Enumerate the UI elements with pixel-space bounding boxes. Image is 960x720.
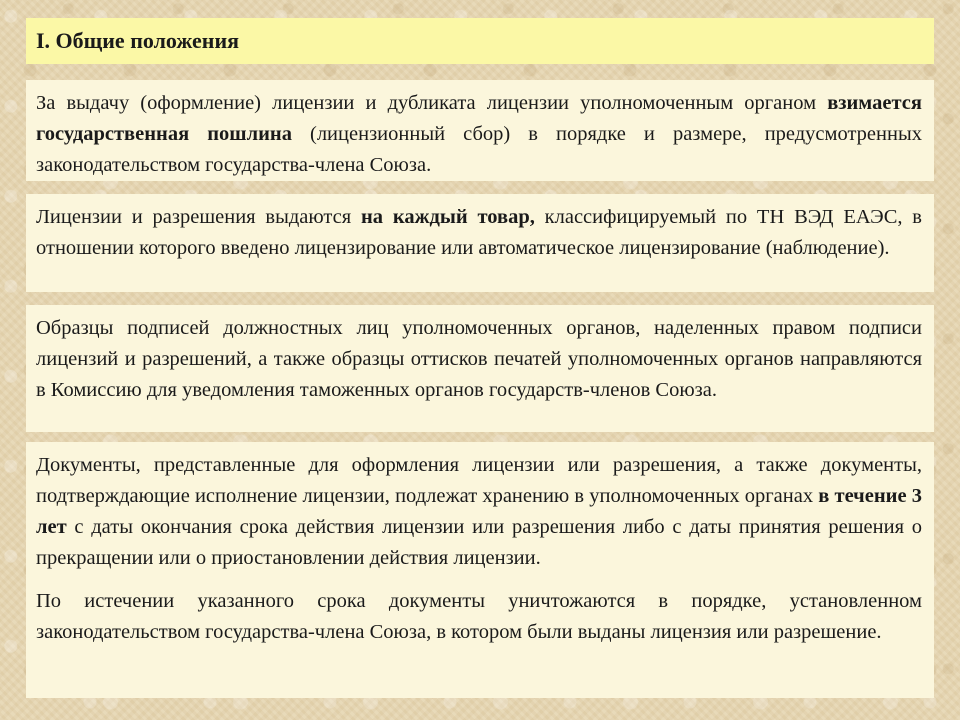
bold-text-run: взимается государственная пошлина xyxy=(36,92,922,145)
paragraph xyxy=(36,450,922,574)
text-run: (лицензионный сбор) в порядке и размере, предусмотренных законодательством государства-члена Союза. xyxy=(36,123,922,176)
text-run: Лицензии и разрешения выдаются xyxy=(36,206,361,228)
paragraph xyxy=(36,202,922,264)
paragraph: По истечении указанного срока документы уничтожаются в порядке, установленном законодательством государства-члена Союза, в котором были выданы лицензия или разрешение. xyxy=(36,590,922,643)
text-run: Документы, представленные для оформления лицензии или разрешения, а также документы, подтверждающие исполнение лицензии, подлежат хранению в уполномоченных органах xyxy=(36,454,922,507)
text-run: классифицируемый по ТН ВЭД ЕАЭС, в отношении которого введено лицензирование или автоматическое лицензирование (наблюдение). xyxy=(36,206,922,259)
text-run: За выдачу (оформление) лицензии и дубликата лицензии уполномоченным органом xyxy=(36,92,828,114)
section-title: I. Общие положения xyxy=(36,28,240,53)
content-block-signature-samples xyxy=(26,305,934,432)
content-block-state-fee xyxy=(26,80,934,181)
bold-text-run: в течение 3 лет xyxy=(36,485,922,538)
content-block-document-storage xyxy=(26,442,934,698)
paragraph: Образцы подписей должностных лиц уполномоченных органов, наделенных правом подписи лицензий и разрешений, а также образцы оттисков печатей уполномоченных органов направляются в Комиссию для уведомления таможенных органов государств-членов Союза. xyxy=(36,317,922,401)
content-block-per-item xyxy=(26,194,934,292)
section-title-bar xyxy=(26,18,934,64)
text-run: с даты окончания срока действия лицензии или разрешения либо с даты принятия решения о прекращении или о приостановлении действия лицензии. xyxy=(36,516,922,569)
paragraph xyxy=(36,88,922,181)
bold-text-run: на каждый товар, xyxy=(360,206,535,228)
